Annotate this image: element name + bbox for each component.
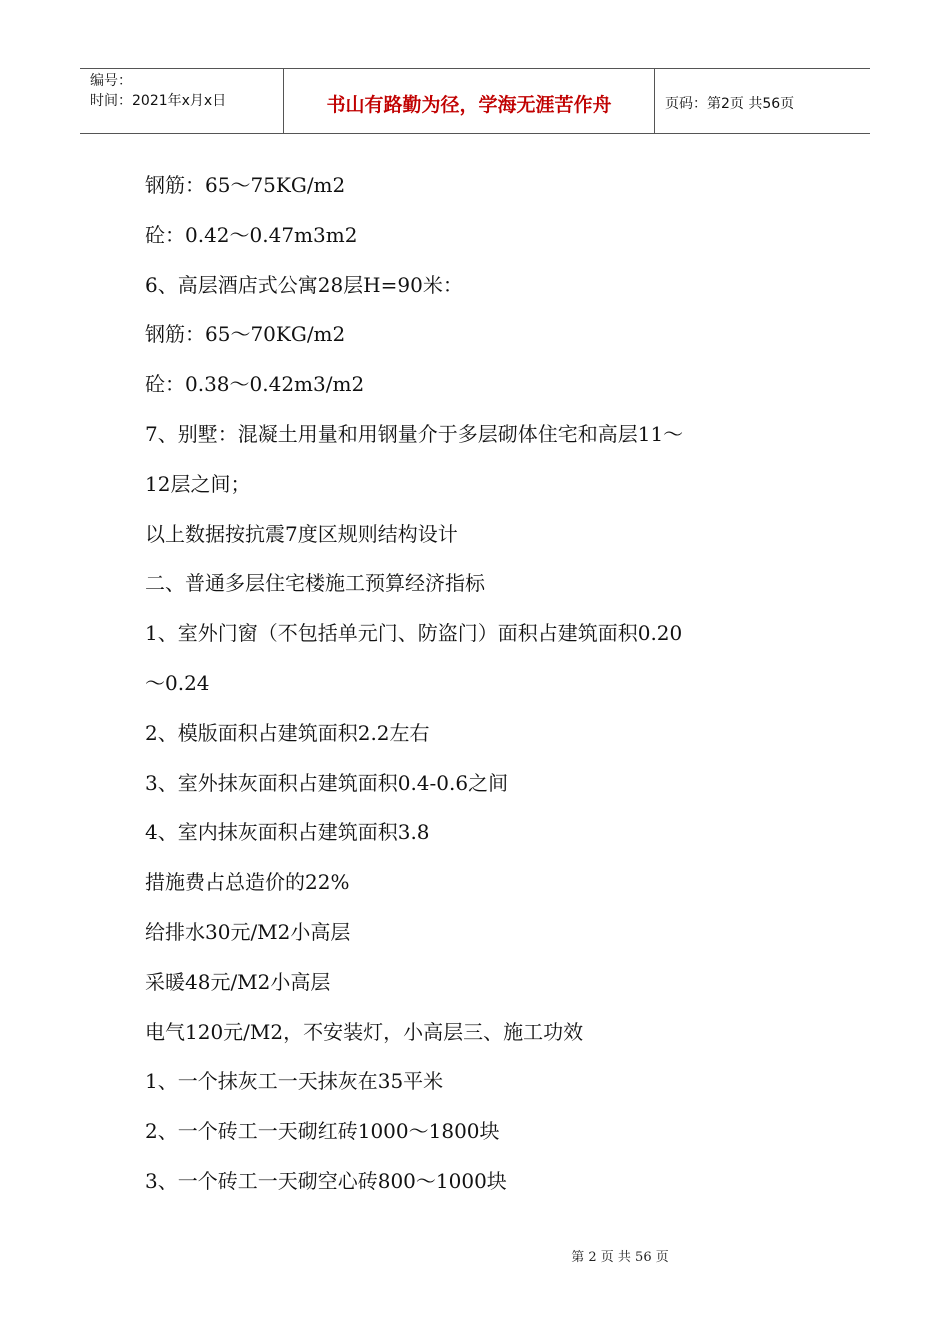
body-line: 钢筋：65～70KG/m2 xyxy=(145,322,346,347)
body-line: ～0.24 xyxy=(145,670,210,695)
body-line: 3、一个砖工一天砌空心砖800～1000块 xyxy=(145,1168,507,1193)
body-line: 6、高层酒店式公寓28层H=90米： xyxy=(145,272,463,297)
document-time: 时间：2021年x月x日 xyxy=(90,93,227,109)
body-line: 3、室外抹灰面积占建筑面积0.4-0.6之间 xyxy=(145,770,509,795)
page-footer: 第 2 页 共 56 页 xyxy=(571,1250,669,1265)
body-line: 以上数据按抗震7度区规则结构设计 xyxy=(145,521,458,546)
body-line: 2、一个砖工一天砌红砖1000～1800块 xyxy=(145,1119,500,1144)
body-line: 电气120元/M2，不安装灯，小高层三、施工功效 xyxy=(145,1019,584,1044)
body-line: 钢筋：65～75KG/m2 xyxy=(145,173,346,197)
body-line: 1、室外门窗（不包括单元门、防盗门）面积占建筑面积0.20 xyxy=(145,621,683,646)
document-body xyxy=(145,161,795,1207)
body-line: 砼：0.38～0.42m3/m2 xyxy=(145,372,365,397)
header-meta xyxy=(80,69,283,133)
body-line: 砼：0.42～0.47m3m2 xyxy=(145,222,358,247)
document-number-label: 编号： xyxy=(90,73,132,89)
body-line: 4、室内抹灰面积占建筑面积3.8 xyxy=(145,820,430,845)
body-line: 采暖48元/M2小高层 xyxy=(145,969,331,994)
body-line: 1、一个抹灰工一天抹灰在35平米 xyxy=(145,1069,444,1094)
body-line: 给排水30元/M2小高层 xyxy=(145,919,351,944)
page-header xyxy=(80,68,870,134)
body-line: 12层之间； xyxy=(145,471,251,496)
section-heading: 二、普通多层住宅楼施工预算经济指标 xyxy=(145,571,485,596)
body-line: 2、模版面积占建筑面积2.2左右 xyxy=(145,720,430,745)
body-line: 7、别墅：混凝土用量和用钢量介于多层砌体住宅和高层11～ xyxy=(145,421,684,446)
header-motto: 书山有路勤为径，学海无涯苦作舟 xyxy=(283,69,655,133)
header-page-info: 页码：第2页 共56页 xyxy=(665,96,795,112)
body-line: 措施费占总造价的22% xyxy=(145,870,350,895)
